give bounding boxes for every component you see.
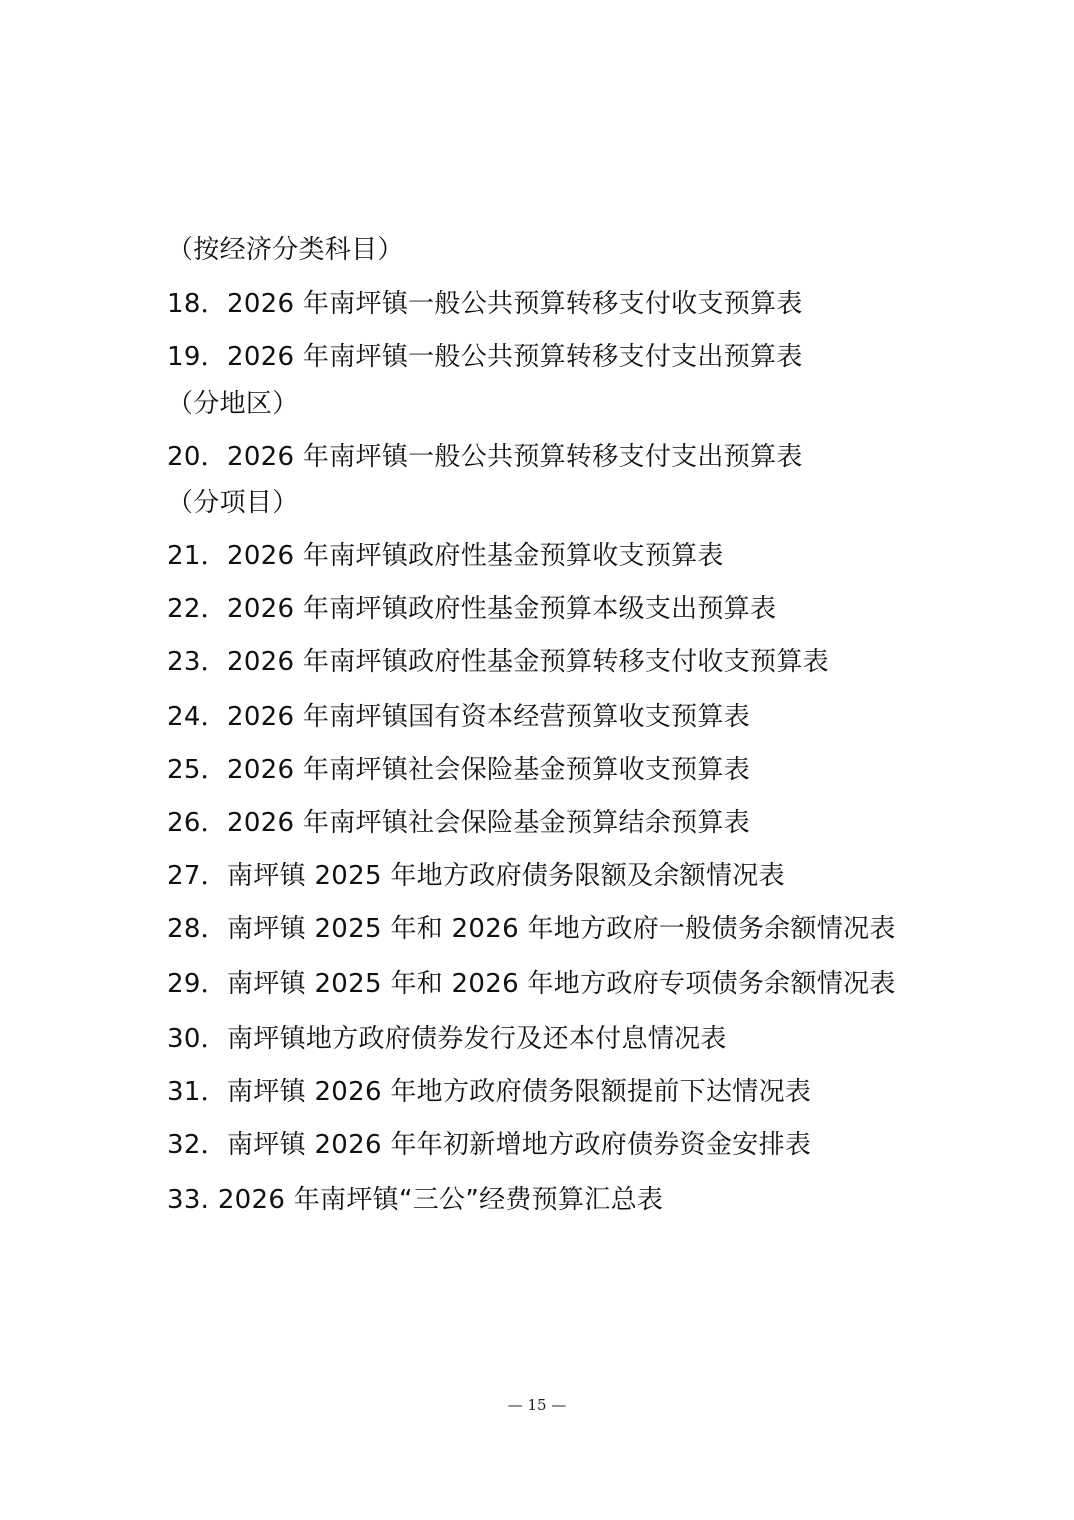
list-item: 24．2026 年南坪镇国有资本经营预算收支预算表 (167, 702, 751, 732)
list-item: （分项目） (167, 488, 299, 518)
list-item: 33. 2026 年南坪镇“三公”经费预算汇总表 (167, 1185, 664, 1215)
list-item: 29．南坪镇 2025 年和 2026 年地方政府专项债务余额情况表 (167, 969, 896, 999)
list-item: 19．2026 年南坪镇一般公共预算转移支付支出预算表 (167, 342, 803, 372)
page-number: — 15 — (507, 1396, 567, 1414)
list-item: 18．2026 年南坪镇一般公共预算转移支付收支预算表 (167, 289, 803, 319)
list-item: 22．2026 年南坪镇政府性基金预算本级支出预算表 (167, 594, 777, 624)
list-item: 25．2026 年南坪镇社会保险基金预算收支预算表 (167, 755, 751, 785)
list-item: 30．南坪镇地方政府债券发行及还本付息情况表 (167, 1024, 727, 1054)
list-item: 31．南坪镇 2026 年地方政府债务限额提前下达情况表 (167, 1077, 812, 1107)
list-item: 21．2026 年南坪镇政府性基金预算收支预算表 (167, 541, 724, 571)
list-item: （按经济分类科目） (167, 235, 404, 265)
list-item: 20．2026 年南坪镇一般公共预算转移支付支出预算表 (167, 442, 803, 472)
list-item: 32．南坪镇 2026 年年初新增地方政府债券资金安排表 (167, 1130, 812, 1160)
list-item: 26．2026 年南坪镇社会保险基金预算结余预算表 (167, 808, 751, 838)
list-item: 23．2026 年南坪镇政府性基金预算转移支付收支预算表 (167, 647, 829, 677)
list-item: 28．南坪镇 2025 年和 2026 年地方政府一般债务余额情况表 (167, 914, 896, 944)
list-item: （分地区） (167, 389, 299, 419)
list-item: 27．南坪镇 2025 年地方政府债务限额及余额情况表 (167, 861, 785, 891)
